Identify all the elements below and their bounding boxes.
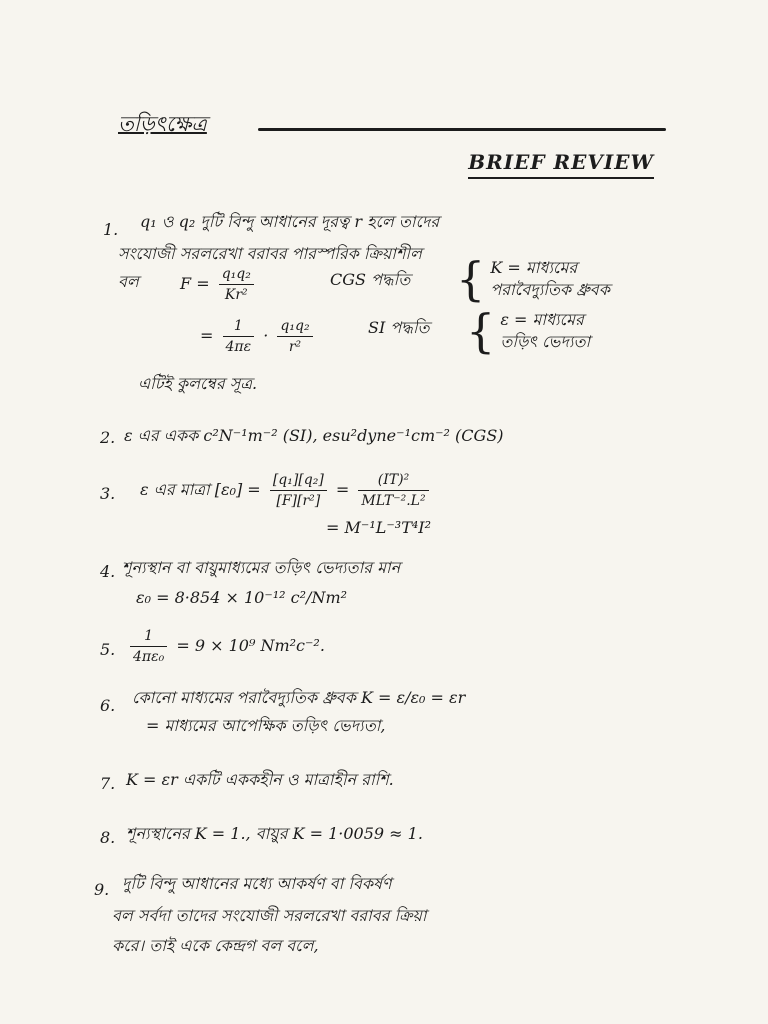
cgs-frac-den: Kr² xyxy=(224,287,248,303)
cgs-lhs: F = xyxy=(180,274,210,293)
item-1-footer: এটিই কুলম্বের সূত্র. xyxy=(138,374,258,393)
item-5-frac-den: 4πε₀ xyxy=(133,649,165,665)
cgs-brace: { xyxy=(456,252,486,306)
item-5-frac-num: 1 xyxy=(130,626,167,647)
cgs-note xyxy=(456,252,610,306)
item-1-line-1: q₁ ও q₂ দুটি বিন্দু আধানের দূরত্ব r হলে তাদের xyxy=(140,212,440,231)
item-number-4: 4. xyxy=(100,562,116,581)
item-9-line-1: দুটি বিন্দু আধানের মধ্যে আকর্ষণ বা বিকর্ষণ xyxy=(122,874,392,893)
item-number-6: 6. xyxy=(100,696,116,715)
item-number-1: 1. xyxy=(103,220,119,239)
si-label: SI পদ্ধতি xyxy=(368,318,430,337)
cgs-note-line-2: পরাবৈদ্যুতিক ধ্রুবক xyxy=(490,280,610,299)
si-frac2-num: q₁q₂ xyxy=(277,316,312,337)
item-3-frac2-den: MLT⁻².L² xyxy=(361,493,426,509)
si-note-line-1: ε = মাধ্যমের xyxy=(500,310,584,329)
item-5-formula xyxy=(126,626,325,667)
item-4-line-1: শূন্যস্থান বা বায়ুমাধ্যমের তড়িৎ ভেদ্যতার মান xyxy=(122,558,401,577)
item-1-line-3: বল xyxy=(118,272,139,291)
si-note xyxy=(466,304,591,358)
section-heading: BRIEF REVIEW xyxy=(468,150,654,179)
item-5-rest: = 9 × 10⁹ Nm²c⁻². xyxy=(176,636,325,655)
cgs-note-line-1: K = মাধ্যমের xyxy=(490,258,578,277)
cgs-fraction xyxy=(219,264,254,305)
item-number-5: 5. xyxy=(100,640,116,659)
item-3-fraction-1 xyxy=(270,470,327,511)
item-3-formula xyxy=(140,470,433,511)
page-title: তড়িৎক্ষেত্র xyxy=(118,112,207,136)
si-fraction-2 xyxy=(277,316,312,357)
cgs-note-text xyxy=(490,257,610,301)
item-3-result: = M⁻¹L⁻³T⁴I² xyxy=(326,518,432,537)
si-frac2-den: r² xyxy=(288,339,302,355)
item-3-prefix: ε এর মাত্রা [ε₀] = xyxy=(140,480,261,499)
item-2-text: ε এর একক c²N⁻¹m⁻² (SI), esu²dyne⁻¹cm⁻² (CGS) xyxy=(124,426,504,445)
si-frac1-den: 4πε xyxy=(225,339,252,355)
item-6-line-2: = মাধ্যমের আপেক্ষিক তড়িৎ ভেদ্যতা, xyxy=(146,716,386,735)
item-9-line-3: করে। তাই একে কেন্দ্রগ বল বলে, xyxy=(112,936,319,955)
item-1-line-2: সংযোজী সরলরেখা বরাবর পারস্পরিক ক্রিয়াশীল xyxy=(118,244,422,263)
item-5-fraction xyxy=(130,626,167,667)
item-number-7: 7. xyxy=(100,774,116,793)
item-4-line-2: ε₀ = 8·854 × 10⁻¹² c²/Nm² xyxy=(136,588,348,607)
item-number-8: 8. xyxy=(100,828,116,847)
item-3-frac1-num: [q₁][q₂] xyxy=(270,470,327,491)
cgs-label: CGS পদ্ধতি xyxy=(330,270,411,289)
item-3-fraction-2 xyxy=(358,470,428,511)
item-8-text: শূন্যস্থানের K = 1., বায়ুর K = 1·0059 ≈ 1. xyxy=(126,824,423,843)
item-9-line-2: বল সর্বদা তাদের সংযোজী সরলরেখা বরাবর ক্রিয়া xyxy=(112,906,427,925)
item-3-frac2-num: (IT)² xyxy=(358,470,428,491)
item-number-3: 3. xyxy=(100,484,116,503)
si-lhs: = xyxy=(200,326,214,345)
item-number-2: 2. xyxy=(100,428,116,447)
si-note-line-2: তড়িৎ ভেদ্যতা xyxy=(500,332,591,351)
item-6-line-1: কোনো মাধ্যমের পরাবৈদ্যুতিক ধ্রুবক K = ε/ε₀ = εr xyxy=(132,688,466,707)
item-3-eq: = xyxy=(335,480,350,499)
cgs-frac-num: q₁q₂ xyxy=(219,264,254,285)
item-number-9: 9. xyxy=(94,880,110,899)
si-fraction-1 xyxy=(223,316,255,357)
si-brace: { xyxy=(466,304,496,358)
si-frac1-num: 1 xyxy=(223,316,255,337)
item-3-frac1-den: [F][r²] xyxy=(276,493,321,509)
item-7-text: K = εr একটি এককহীন ও মাত্রাহীন রাশি. xyxy=(126,770,394,789)
title-underline xyxy=(258,128,666,131)
si-dot: · xyxy=(263,326,269,345)
si-note-text xyxy=(500,309,590,353)
coulomb-cgs-formula xyxy=(180,264,258,305)
coulomb-si-formula xyxy=(200,316,317,357)
